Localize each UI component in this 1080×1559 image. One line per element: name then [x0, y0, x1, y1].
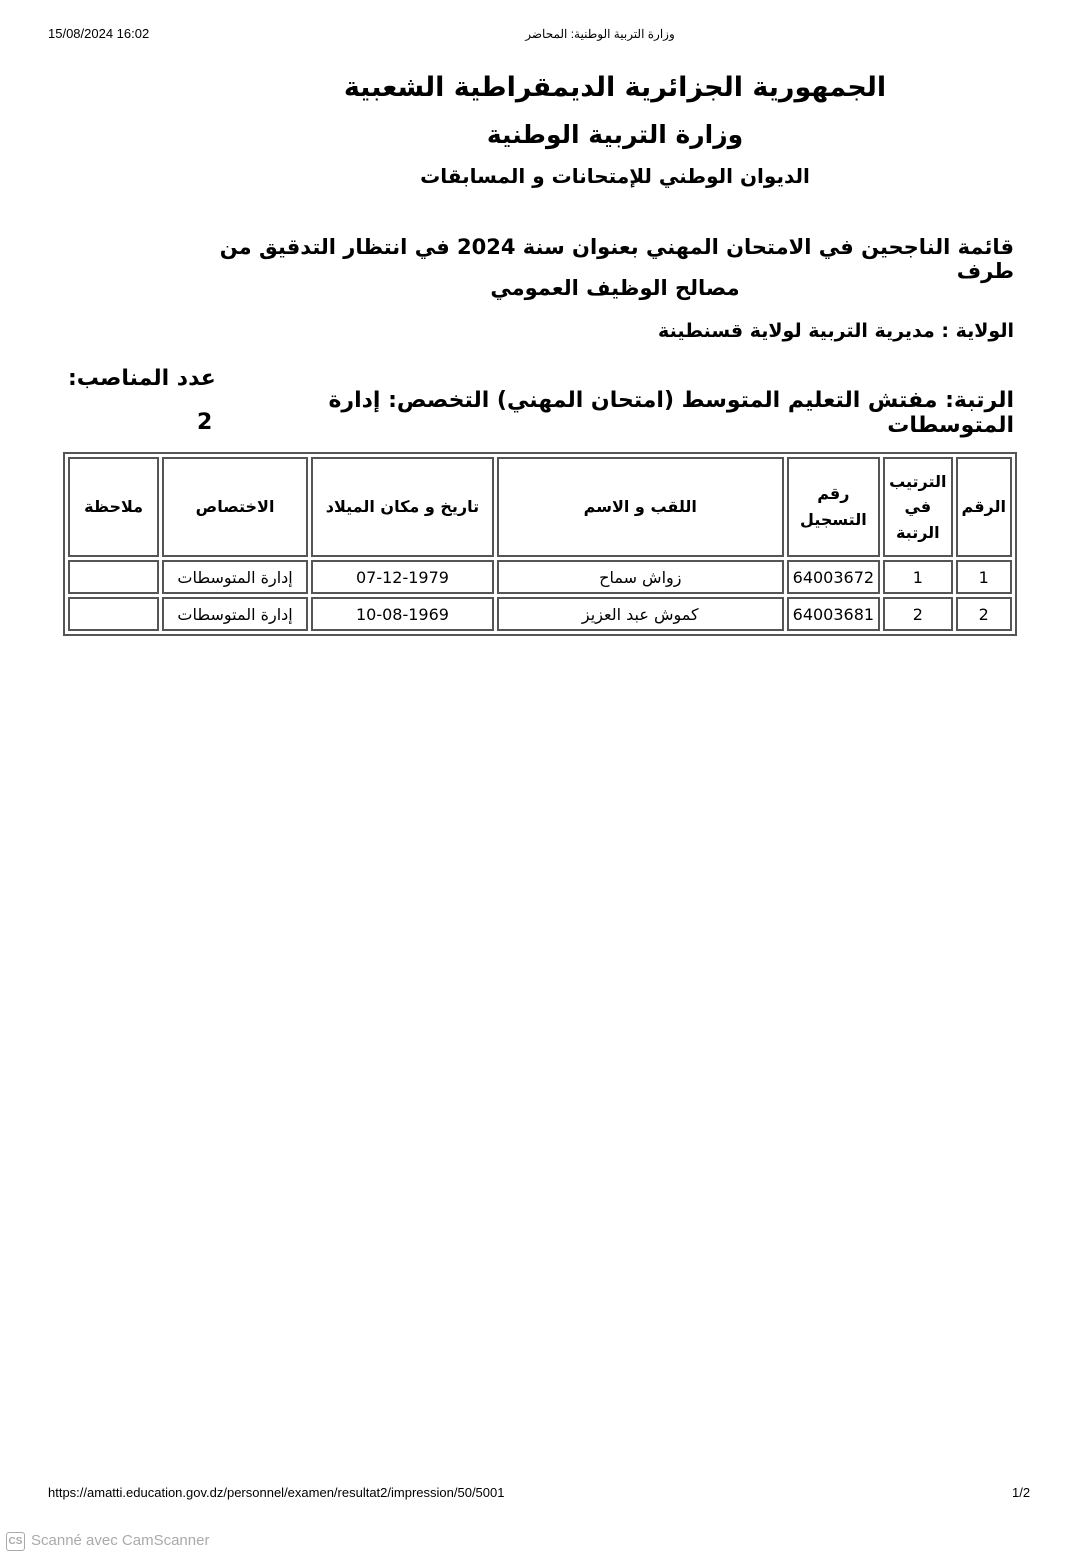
cell-birth-date: 10-08-1969	[311, 597, 494, 631]
camscanner-logo-icon: CS	[6, 1532, 25, 1551]
footer-url: https://amatti.education.gov.dz/personnel/examen/resultat2/impression/50/5001	[48, 1485, 505, 1500]
header-birth-date-place: تاريخ و مكان الميلاد	[311, 457, 494, 557]
header-registration-number: رقم التسجيل	[787, 457, 880, 557]
document-title-line1: قائمة الناجحين في الامتحان المهني بعنوان سنة 2024 في انتظار التدقيق من طرف	[219, 235, 1014, 283]
office-heading: الديوان الوطني للإمتحانات و المسابقات	[420, 164, 810, 188]
table-row	[68, 560, 1012, 594]
cell-notes	[68, 560, 159, 594]
cell-registration-number: 64003681	[787, 597, 880, 631]
header-number: الرقم	[956, 457, 1012, 557]
cell-rank-order: 2	[883, 597, 952, 631]
table-header-row	[68, 457, 1012, 557]
header-specialty: الاختصاص	[162, 457, 308, 557]
document-title-line2: مصالح الوظيف العمومي	[490, 276, 740, 300]
cell-number: 1	[956, 560, 1012, 594]
republic-heading: الجمهورية الجزائرية الديمقراطية الشعبية	[343, 72, 887, 103]
cell-rank-order: 1	[883, 560, 952, 594]
header-rank-order: الترتيب في الرتبة	[883, 457, 952, 557]
results-table	[63, 452, 1017, 636]
posts-count-label: عدد المناصب:	[68, 366, 216, 391]
posts-count-value: 2	[197, 410, 213, 435]
cell-full-name: كموش عبد العزيز	[497, 597, 784, 631]
table-row	[68, 597, 1012, 631]
ministry-heading: وزارة التربية الوطنية	[486, 120, 744, 149]
cell-registration-number: 64003672	[787, 560, 880, 594]
cell-number: 2	[956, 597, 1012, 631]
header-notes: ملاحظة	[68, 457, 159, 557]
cell-notes	[68, 597, 159, 631]
page-number: 1/2	[1012, 1485, 1031, 1500]
print-datetime: 15/08/2024 16:02	[48, 26, 150, 41]
cell-specialty: إدارة المتوسطات	[162, 597, 308, 631]
rank-line: الرتبة: مفتش التعليم المتوسط (امتحان المهني) التخصص: إدارة المتوسطات	[328, 388, 1014, 438]
camscanner-watermark: Scanné avec CamScanner	[31, 1532, 210, 1549]
wilaya-line: الولاية : مديرية التربية لولاية قسنطينة	[658, 320, 1014, 342]
cell-full-name: زواش سماح	[497, 560, 784, 594]
cell-birth-date: 07-12-1979	[311, 560, 494, 594]
cell-specialty: إدارة المتوسطات	[162, 560, 308, 594]
header-full-name: اللقب و الاسم	[497, 457, 784, 557]
print-page-title: وزارة التربية الوطنية: المحاضر	[525, 27, 675, 41]
